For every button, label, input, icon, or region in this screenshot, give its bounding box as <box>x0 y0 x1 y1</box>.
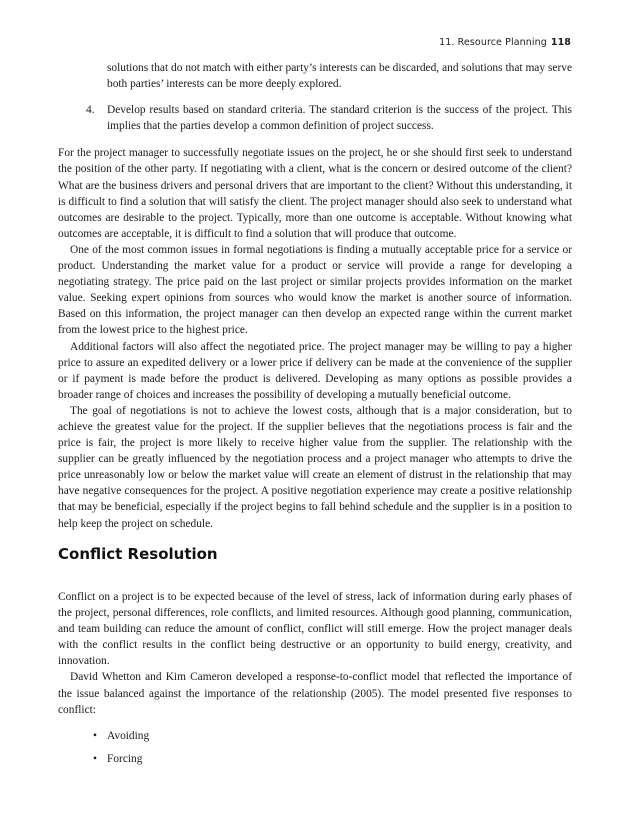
numbered-item-4 <box>86 102 572 134</box>
list-item <box>93 728 572 744</box>
list-continuation: solutions that do not match with either party’s interests can be discarded, and solutions that may serve both parties’ interests can be more deeply explored. <box>107 62 572 91</box>
paragraph-3: Additional factors will also affect the negotiated price. The project manager may be willing to pay a higher price to assure an expedited delivery or a lower price if delivery can be made at the convenience of the supplier or if payment is made before the product is delivered. Developing as many options as possible provides a broader range of choices and increases the possibility of developing a mutually beneficial outcome. <box>58 340 572 401</box>
paragraph-2: One of the most common issues in formal negotiations is finding a mutually acceptable price for a service or product. Understanding the market value for a product or service will provide a range for developing a negotiating strategy. The price paid on the last project or similar projects provides information on the market value. Seeking expert opinions from sources who would know the market is another source of information. Based on this information, the project manager can then develop an expected range within the current market from the lowest price to the highest price. <box>58 243 572 337</box>
page-number: 118 <box>550 37 571 48</box>
chapter-title: 11. Resource Planning <box>439 37 547 48</box>
list-item-text: Forcing <box>107 752 143 765</box>
paragraph-1: For the project manager to successfully negotiate issues on the project, he or she should first seek to understand the position of the other party. If negotiating with a client, what is the concern or desired outcome of the client? What are the business drivers and personal drivers that are important to the client? Without this understanding, it is difficult to find a solution that will satisfy the client. The project manager should also seek to understand what outcomes are desirable to the project. Typically, more than one outcome is acceptable. Without knowing what outcomes are acceptable, it is difficult to find a solution that will produce that outcome. <box>58 147 572 240</box>
conflict-paragraph-2: David Whetton and Kim Cameron developed a response-to-conflict model that reflected the importance of the issue balanced against the importance of the relationship (2005). The model presented five responses to conflict: <box>58 671 572 716</box>
item-text: Develop results based on standard criteria. The standard criterion is the success of the project. This implies that the parties develop a common definition of project success. <box>107 104 572 133</box>
bullet-icon: • <box>93 752 97 765</box>
list-item <box>93 751 572 767</box>
item-number: 4. <box>86 104 95 117</box>
paragraph-4: The goal of negotiations is not to achieve the lowest costs, although that is a major consideration, but to achieve the greatest value for the project. If the supplier believes that the negotiations process is fair and the price is fair, the project is more likely to receive higher value from the supplier. The relationship with the supplier can be greatly influenced by the negotiation process and a project manager who attempts to drive the price unreasonably low or below the market value will create an element of distrust in the relationship that may have negative consequences for the project. A positive negotiation experience may create a positive relationship that may be beneficial, especially if the project begins to fall behind schedule and the supplier is in a position to help keep the project on schedule. <box>58 404 572 530</box>
top-text-block <box>58 60 572 532</box>
list-item-text: Avoiding <box>107 729 150 742</box>
conflict-text-block <box>58 589 572 774</box>
running-header <box>439 37 571 48</box>
conflict-paragraph-1: Conflict on a project is to be expected because of the level of stress, lack of information during early phases of the project, personal differences, role conflicts, and limited resources. Although good planning, communication, and team building can reduce the amount of conflict, conflict will still emerge. How the project manager deals with the conflict results in the conflict being destructive or an opportunity to build energy, creativity, and innovation. <box>58 591 572 668</box>
section-heading: Conflict Resolution <box>58 545 218 563</box>
response-list <box>58 728 572 767</box>
bullet-icon: • <box>93 729 97 742</box>
